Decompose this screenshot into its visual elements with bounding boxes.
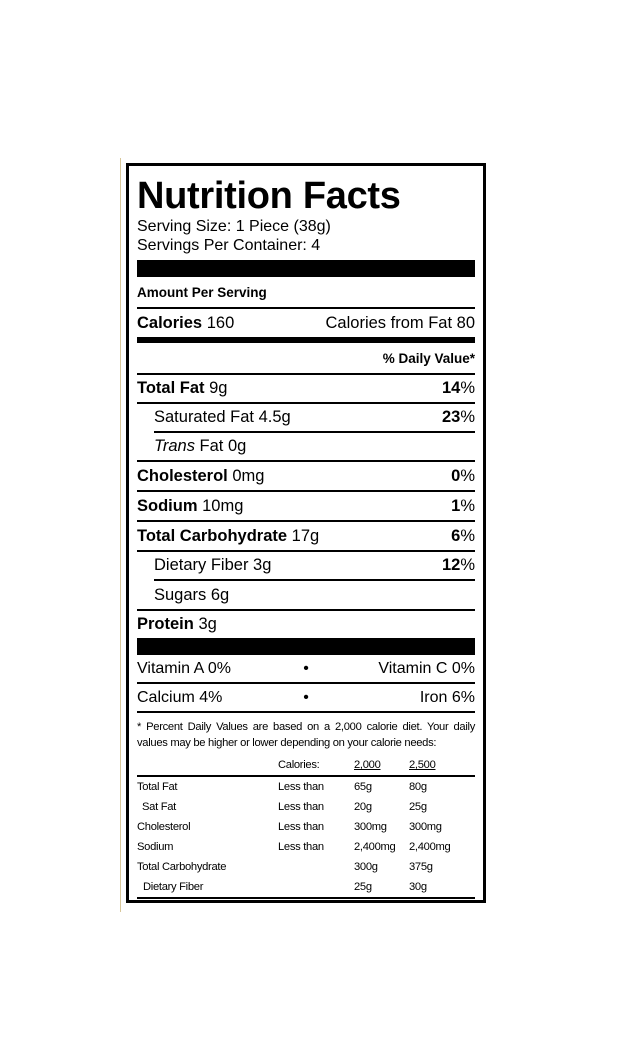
vitamin-row: [137, 655, 475, 682]
nutrition-label: [126, 163, 486, 903]
nutrient-amount: 9g: [209, 379, 228, 397]
page-edge-line: [120, 158, 121, 912]
table-cell: 30g: [409, 881, 427, 893]
table-cell: 25g: [354, 881, 372, 893]
table-row: [137, 857, 475, 877]
bullet: •: [303, 659, 309, 677]
nutrient-name: Fat: [199, 437, 224, 455]
vitamin-right: Vitamin C 0%: [378, 659, 475, 677]
nutrient-row-protein: [137, 611, 475, 638]
percent-sign: %: [460, 379, 475, 397]
nutrient-amount: 17g: [291, 526, 320, 545]
calories-from-fat-label: Calories from Fat: [325, 313, 453, 332]
nutrient-row-cholesterol: [137, 462, 475, 490]
nutrient-dv: 1: [451, 496, 461, 515]
percent-sign: %: [460, 526, 475, 545]
bullet: •: [303, 688, 309, 706]
table-cell: 2,400mg: [354, 841, 396, 853]
table-cell: Less than: [278, 781, 324, 793]
table-cell: Dietary Fiber: [143, 881, 204, 893]
table-cell: Total Carbohydrate: [137, 861, 227, 873]
table-cell: 300mg: [354, 821, 387, 833]
nutrient-dv: 6: [451, 526, 461, 545]
table-cell: [278, 877, 354, 897]
table-cell: [278, 857, 354, 877]
nutrient-name: Total Fat: [137, 379, 205, 397]
nutrient-row-total-carbohydrate: [137, 522, 475, 550]
dv-table-header: [137, 755, 475, 775]
table-cell: 65g: [354, 781, 372, 793]
table-cell: Sat Fat: [142, 801, 176, 813]
vitamin-left: Calcium 4%: [137, 688, 223, 706]
table-cell: 2,000: [354, 759, 381, 771]
nutrient-amount: 4.5g: [258, 408, 291, 426]
nutrient-dv: 23: [441, 408, 461, 426]
table-cell: 20g: [354, 801, 372, 813]
divider: [137, 711, 475, 713]
serving-size: Serving Size: 1 Piece (38g): [137, 218, 331, 235]
servings-per-container: Servings Per Container: 4: [137, 237, 321, 254]
nutrient-name: Total Carbohydrate: [137, 526, 288, 545]
table-cell: 375g: [409, 861, 433, 873]
calories-label: Calories: [137, 313, 203, 332]
nutrient-name: Saturated Fat: [154, 408, 254, 426]
nutrient-amount: 6g: [210, 585, 230, 604]
nutrient-amount: 0g: [227, 437, 247, 455]
vitamin-left: Vitamin A 0%: [137, 659, 231, 677]
nutrient-amount: 10mg: [202, 496, 244, 515]
table-cell: Cholesterol: [137, 821, 191, 833]
table-row: [137, 777, 475, 797]
table-cell: Calories:: [278, 759, 320, 771]
nutrient-row-dietary-fiber: [154, 552, 475, 579]
vitamin-row: [137, 684, 475, 711]
percent-sign: %: [460, 556, 475, 574]
table-cell: Total Fat: [137, 781, 178, 793]
table-cell: 2,500: [409, 759, 436, 771]
divider: [137, 897, 475, 899]
nutrient-row-sugars: [154, 581, 475, 609]
nutrient-dv: 14: [441, 379, 461, 397]
nutrient-amount: 3g: [198, 615, 217, 633]
table-row: [137, 817, 475, 837]
table-cell: Sodium: [137, 841, 174, 853]
table-row: [137, 877, 475, 897]
calories-from-fat-value: 80: [456, 313, 475, 332]
table-cell: 300g: [354, 861, 378, 873]
nutrient-name: Dietary Fiber: [154, 556, 249, 574]
label-title: Nutrition Facts: [137, 175, 401, 217]
table-cell: 300mg: [409, 821, 442, 833]
table-cell: Less than: [278, 841, 324, 853]
nutrient-dv: 12: [441, 556, 461, 574]
table-cell: 80g: [409, 781, 427, 793]
table-cell: Less than: [278, 801, 324, 813]
nutrient-row-trans-fat: [154, 433, 475, 460]
calories-row: [137, 309, 475, 337]
nutrient-row-sodium: [137, 492, 475, 520]
thick-divider: [137, 260, 475, 277]
percent-sign: %: [460, 466, 475, 485]
nutrient-name-italic: Trans: [154, 437, 195, 455]
thick-divider: [137, 638, 475, 655]
percent-sign: %: [460, 496, 475, 515]
percent-sign: %: [460, 408, 475, 426]
nutrient-name: Sugars: [154, 585, 207, 604]
table-row: [137, 837, 475, 857]
table-cell: 2,400mg: [409, 841, 451, 853]
nutrient-dv: 0: [451, 466, 461, 485]
nutrient-row-total-fat: [137, 375, 475, 402]
table-cell: Less than: [278, 821, 324, 833]
nutrient-amount: 0mg: [232, 466, 265, 485]
vitamin-right: Iron 6%: [419, 688, 475, 706]
nutrient-amount: 3g: [253, 556, 272, 574]
table-cell: [137, 755, 278, 775]
daily-value-header: % Daily Value*: [382, 350, 475, 366]
amount-per-serving: Amount Per Serving: [137, 284, 267, 300]
table-cell: 25g: [409, 801, 427, 813]
nutrient-row-saturated-fat: [154, 404, 475, 431]
nutrient-name: Cholesterol: [137, 466, 228, 485]
nutrient-name: Sodium: [137, 496, 198, 515]
footnote: * Percent Daily Values are based on a 2,000 calorie diet. Your daily values may be higher or lower depending on your calorie needs:: [137, 721, 475, 749]
nutrient-name: Protein: [137, 615, 194, 633]
table-row: [137, 797, 475, 817]
calories-value: 160: [206, 313, 235, 332]
